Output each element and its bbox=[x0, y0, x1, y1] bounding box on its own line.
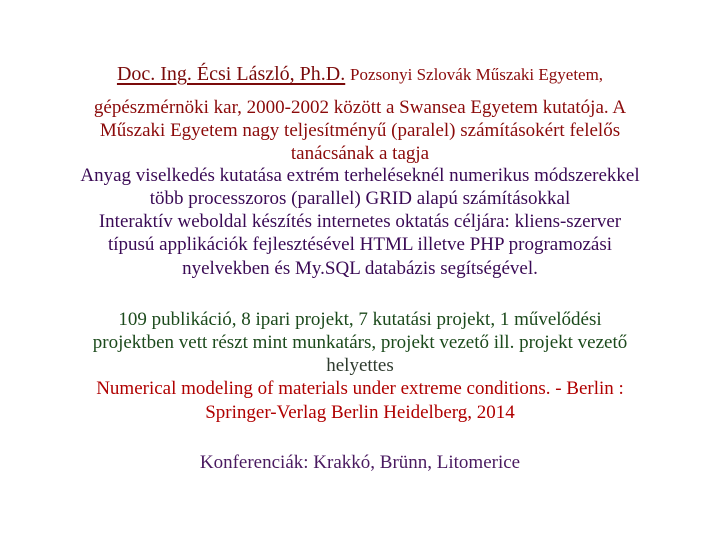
publications-line-3: helyettes bbox=[326, 355, 394, 376]
conferences-line: Konferenciák: Krakkó, Brünn, Litomerice bbox=[199, 452, 521, 473]
research-line-3: Interaktív weboldal készítés internetes oktatás céljára: kliens-szerver bbox=[98, 211, 622, 232]
bio-line-3: tanácsának a tagja bbox=[290, 143, 430, 164]
book-line-1: Numerical modeling of materials under extreme conditions. - Berlin : bbox=[96, 378, 624, 399]
research-line-4: típusú applikációk fejlesztésével HTML illetve PHP programozási bbox=[107, 234, 613, 255]
bio-line-1: gépészmérnöki kar, 2000-2002 között a Swansea Egyetem kutatója. A bbox=[93, 97, 627, 118]
research-line-2: több processzoros (parallel) GRID alapú számításokkal bbox=[149, 188, 571, 209]
author-name: Doc. Ing. Écsi László, Ph.D. bbox=[116, 63, 346, 85]
book-line-2: Springer-Verlag Berlin Heidelberg, 2014 bbox=[205, 402, 515, 423]
publications-line-2: projektben vett részt mint munkatárs, projekt vezető ill. projekt vezető bbox=[92, 332, 628, 353]
affiliation: Pozsonyi Szlovák Műszaki Egyetem, bbox=[349, 65, 604, 84]
publications-line-1: 109 publikáció, 8 ipari projekt, 7 kutatási projekt, 1 művelődési bbox=[118, 309, 602, 330]
bio-line-2: Műszaki Egyetem nagy teljesítményű (paralel) számításokért felelős bbox=[99, 120, 621, 141]
research-line-1: Anyag viselkedés kutatása extrém terheléseknél numerikus módszerekkel bbox=[80, 165, 640, 186]
research-line-5: nyelvekben és My.SQL databázis segítségével. bbox=[182, 258, 538, 279]
header-line bbox=[0, 63, 720, 86]
